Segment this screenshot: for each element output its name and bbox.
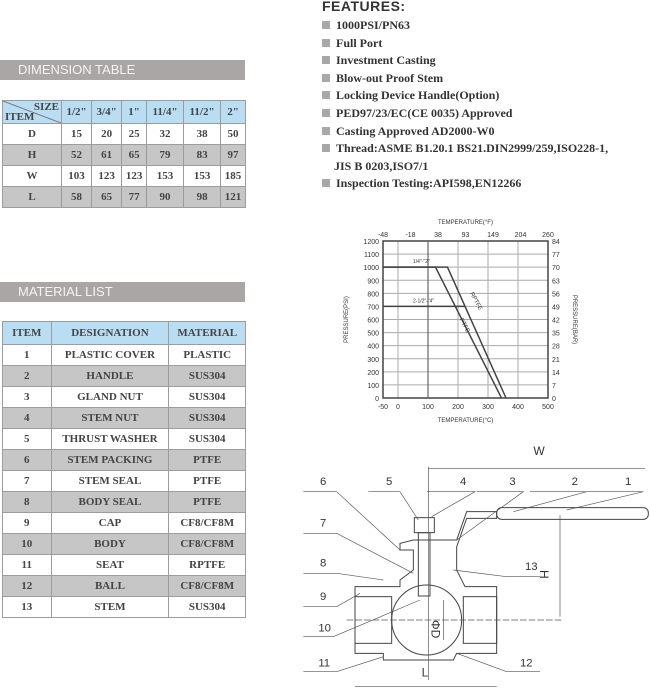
value-cell: 65 [92, 187, 122, 208]
y-tick-label: 400 [367, 343, 379, 351]
value-cell: 123 [122, 166, 147, 187]
material-cell: STEM PACKING [51, 450, 169, 471]
feature-text: Blow-out Proof Stem [336, 70, 444, 85]
x-top-tick-label: 149 [487, 232, 499, 239]
y-right-tick-label: 28 [552, 343, 560, 351]
feature-item [322, 158, 608, 176]
y-right-tick-label: 35 [552, 330, 560, 338]
y-right-tick-label: 7 [552, 382, 556, 390]
material-cell: 7 [3, 471, 52, 492]
callout-label: 4 [460, 476, 467, 488]
table-row [3, 145, 246, 166]
material-cell: 8 [3, 492, 52, 513]
callout-label: 13 [525, 561, 538, 573]
callout-label: 10 [318, 622, 331, 635]
callout-label: 6 [320, 476, 327, 488]
x-top-tick-label: 260 [542, 232, 554, 239]
value-cell: 32 [147, 124, 184, 145]
pressure-temperature-chart [330, 212, 580, 434]
dimension-table-title: DIMENSION TABLE [0, 60, 245, 80]
table-row [3, 408, 246, 429]
value-cell: 123 [92, 166, 122, 187]
y-tick-label: 1100 [363, 252, 379, 260]
feature-text: Thread:ASME B1.20.1 BS21.DIN2999/259,ISO228-1, [336, 141, 609, 156]
material-cell: GLAND NUT [51, 387, 169, 408]
table-row [3, 366, 246, 387]
material-cell: 12 [3, 576, 52, 597]
feature-text: PED97/23/EC(CE 0035) Approved [336, 105, 513, 120]
x-top-tick-label: -18 [405, 232, 416, 239]
bullet-icon [322, 74, 330, 82]
item-cell: W [3, 166, 62, 187]
table-row [3, 534, 246, 555]
y-right-axis-title: PRESSURE(BAR) [571, 294, 577, 345]
feature-text: Casting Approved AD2000-W0 [336, 123, 495, 138]
bullet-icon [322, 21, 330, 29]
dimension-label: H [537, 570, 551, 579]
corner-cell [3, 101, 62, 124]
feature-item [322, 123, 608, 141]
y-right-tick-label: 77 [552, 252, 560, 260]
material-cell: CAP [51, 513, 169, 534]
callout-label: 12 [520, 657, 533, 670]
value-cell: 153 [147, 166, 184, 187]
material-cell: PLASTIC COVER [51, 345, 169, 366]
material-cell: SEAT [51, 555, 169, 576]
callout-label: 5 [386, 476, 393, 488]
material-cell: PTFE [169, 450, 246, 471]
table-row [3, 576, 246, 597]
feature-item [322, 87, 608, 105]
handle [497, 508, 649, 520]
series-label: PTFE [457, 317, 471, 334]
valve-body-outline [355, 512, 497, 660]
callout-label: 8 [320, 557, 327, 570]
dimension-label: W [533, 444, 545, 458]
x-tick-label: 300 [482, 404, 494, 411]
bullet-icon [322, 179, 330, 187]
size-header: 2" [221, 101, 246, 124]
value-cell: 185 [221, 166, 246, 187]
item-cell: L [3, 187, 62, 208]
material-cell: 3 [3, 387, 52, 408]
column-header: MATERIAL [169, 322, 246, 345]
table-row [3, 187, 246, 208]
x-tick-label: 400 [512, 404, 524, 411]
material-cell: BALL [51, 576, 169, 597]
material-cell: PTFE [169, 471, 246, 492]
x-tick-label: 0 [396, 404, 400, 411]
y-right-tick-label: 49 [552, 304, 560, 312]
bullet-icon [322, 39, 330, 47]
material-cell: BODY SEAL [51, 492, 169, 513]
y-right-tick-label: 70 [552, 265, 560, 273]
material-cell: 11 [3, 555, 52, 576]
feature-item [322, 105, 608, 123]
value-cell: 52 [62, 145, 92, 166]
material-cell: 4 [3, 408, 52, 429]
material-list-title: MATERIAL LIST [0, 282, 245, 302]
value-cell: 97 [221, 145, 246, 166]
y-right-tick-label: 63 [552, 278, 560, 286]
feature-item [322, 17, 608, 35]
size-header: 1" [122, 101, 147, 124]
table-row [3, 597, 246, 618]
y-axis-title: PRESSURE(PSI) [344, 296, 350, 343]
annotation: 2-1/2"-"4" [413, 298, 435, 305]
stem-nut [414, 518, 434, 533]
material-cell: SUS304 [169, 429, 246, 450]
material-cell: SUS304 [169, 597, 246, 618]
feature-text: Investment Casting [336, 53, 436, 68]
size-header: 11/4" [147, 101, 184, 124]
y-right-tick-label: 56 [552, 291, 560, 299]
feature-item [322, 70, 608, 88]
y-right-tick-label: 21 [552, 356, 560, 364]
material-cell: 13 [3, 597, 52, 618]
value-cell: 83 [184, 145, 221, 166]
material-table [2, 321, 246, 618]
header-row [3, 322, 246, 345]
y-tick-label: 800 [367, 291, 379, 299]
y-tick-label: 1000 [363, 265, 379, 273]
dimension-label: L [421, 665, 429, 680]
material-cell: 10 [3, 534, 52, 555]
bullet-icon [322, 91, 330, 99]
item-label: ITEM [5, 111, 35, 123]
material-cell: BODY [51, 534, 169, 555]
table-row [3, 555, 246, 576]
material-cell: PTFE [169, 492, 246, 513]
feature-text: JIS B 0203,ISO7/1 [334, 158, 429, 173]
material-cell: 9 [3, 513, 52, 534]
material-cell: THRUST WASHER [51, 429, 169, 450]
callout-label: 1 [625, 476, 632, 488]
callout-label: 3 [509, 476, 516, 488]
feature-item [322, 52, 608, 70]
feature-item [322, 175, 608, 193]
top-axis-title: TEMPERATURE(°F) [438, 220, 493, 226]
value-cell: 79 [147, 145, 184, 166]
material-cell: RPTFE [169, 555, 246, 576]
table-row [3, 450, 246, 471]
table-row [3, 345, 246, 366]
table-row [3, 429, 246, 450]
y-tick-label: 300 [367, 356, 379, 364]
table-row [3, 166, 246, 187]
value-cell: 103 [62, 166, 92, 187]
series-label: RPTFE [468, 291, 483, 312]
size-header: 3/4" [92, 101, 122, 124]
material-cell: 5 [3, 429, 52, 450]
value-cell: 25 [122, 124, 147, 145]
bullet-icon [322, 109, 330, 117]
value-cell: 98 [184, 187, 221, 208]
table-row [3, 471, 246, 492]
material-cell: 1 [3, 345, 52, 366]
column-header: ITEM [3, 322, 52, 345]
table-row [3, 492, 246, 513]
value-cell: 38 [184, 124, 221, 145]
material-cell: SUS304 [169, 366, 246, 387]
x-top-tick-label: 204 [514, 232, 527, 239]
material-cell: CF8/CF8M [169, 576, 246, 597]
value-cell: 77 [122, 187, 147, 208]
value-cell: 50 [221, 124, 246, 145]
callout-label: 9 [320, 591, 327, 603]
material-cell: CF8/CF8M [169, 534, 246, 555]
feature-text: Locking Device Handle(Option) [336, 88, 500, 103]
value-cell: 153 [184, 166, 221, 187]
material-cell: STEM NUT [51, 408, 169, 429]
bullet-icon [322, 56, 330, 64]
x-top-tick-label: 38 [434, 232, 442, 239]
x-tick-label: 200 [452, 404, 464, 411]
y-tick-label: 1200 [363, 239, 379, 246]
material-cell: 6 [3, 450, 52, 471]
x-top-tick-label: 93 [461, 232, 470, 239]
callout-label: 2 [571, 476, 578, 488]
size-label: SIZE [33, 101, 59, 113]
x-tick-label: 500 [542, 404, 554, 411]
feature-text: Inspection Testing:API598,EN12266 [336, 176, 522, 191]
material-cell: STEM [51, 597, 169, 618]
y-tick-label: 700 [367, 304, 379, 312]
value-cell: 15 [62, 124, 92, 145]
features-section [322, 0, 608, 193]
feature-item [322, 140, 608, 158]
y-tick-label: 0 [375, 396, 379, 403]
x-top-tick-label: -48 [377, 232, 389, 239]
callout-label: 11 [318, 657, 331, 670]
table-row [3, 124, 246, 145]
y-right-tick-label: 42 [552, 317, 560, 325]
table-row [3, 387, 246, 408]
item-cell: D [3, 124, 62, 145]
annotation: 1/4"-"2" [413, 259, 430, 266]
bullet-icon [322, 144, 330, 152]
feature-text: Full Port [336, 35, 383, 50]
bullet-icon [322, 127, 330, 135]
material-cell: 2 [3, 366, 52, 387]
value-cell: 58 [62, 187, 92, 208]
dimension-label: ΦD [428, 620, 443, 639]
material-cell: HANDLE [51, 366, 169, 387]
y-tick-label: 100 [367, 382, 379, 390]
table-row [3, 513, 246, 534]
y-tick-label: 900 [367, 278, 379, 286]
y-tick-label: 500 [367, 330, 379, 338]
x-axis-title: TEMPERATURE(°C) [437, 418, 494, 424]
y-tick-label: 600 [367, 317, 379, 325]
material-cell: CF8/CF8M [169, 513, 246, 534]
feature-item [322, 35, 608, 53]
item-cell: H [3, 145, 62, 166]
material-cell: SUS304 [169, 408, 246, 429]
x-tick-label: -50 [377, 404, 389, 411]
value-cell: 65 [122, 145, 147, 166]
ball-valve-drawing [300, 440, 650, 691]
value-cell: 121 [221, 187, 246, 208]
value-cell: 61 [92, 145, 122, 166]
features-title: FEATURES: [322, 0, 406, 14]
dimension-table [2, 100, 246, 208]
y-tick-label: 200 [367, 369, 379, 377]
material-cell: STEM SEAL [51, 471, 169, 492]
value-cell: 90 [147, 187, 184, 208]
material-cell: SUS304 [169, 387, 246, 408]
column-header: DESIGNATION [51, 322, 169, 345]
size-header: 11/2" [184, 101, 221, 124]
feature-text: 1000PSI/PN63 [336, 18, 411, 32]
size-header: 1/2" [62, 101, 92, 124]
callout-label: 7 [320, 517, 327, 530]
x-tick-label: 100 [422, 404, 434, 411]
y-right-tick-label: 0 [552, 396, 556, 403]
value-cell: 20 [92, 124, 122, 145]
y-right-tick-label: 14 [552, 369, 560, 377]
y-right-tick-label: 84 [552, 239, 560, 246]
material-cell: PLASTIC [169, 345, 246, 366]
